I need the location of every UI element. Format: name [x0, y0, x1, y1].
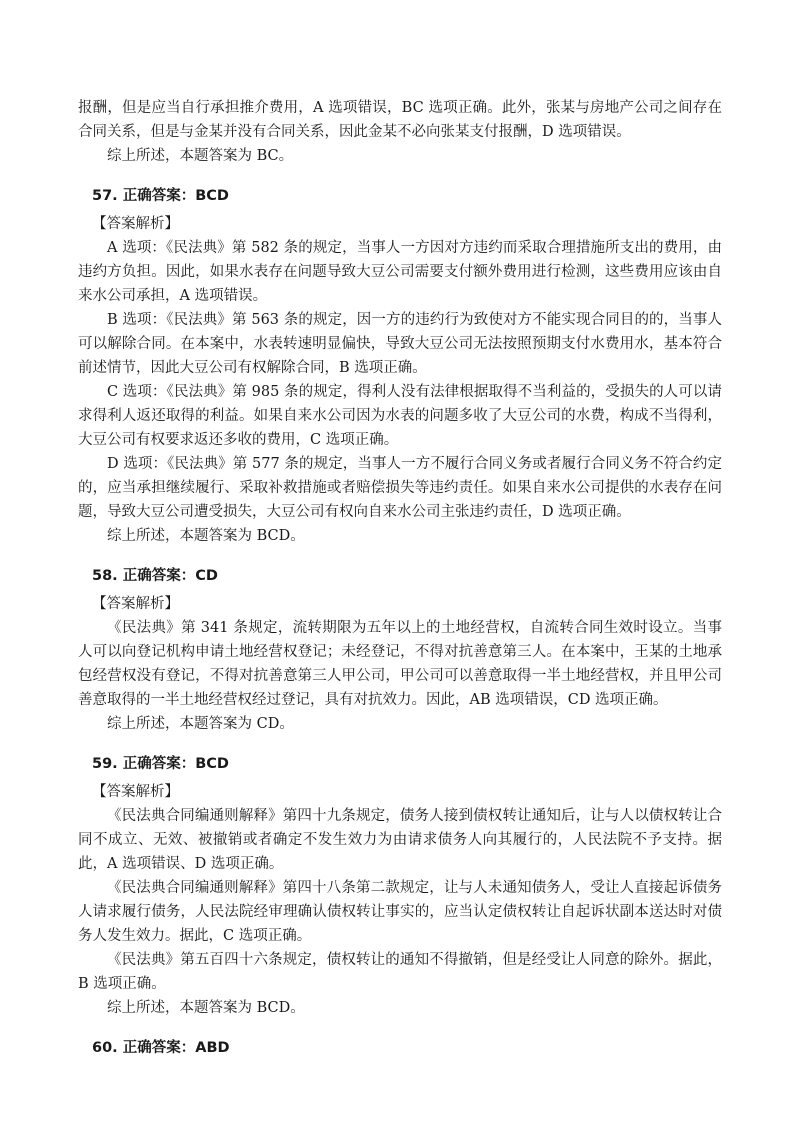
- paragraph: 《民法典合同编通则解释》第四十八条第二款规定，让与人未通知债务人，受让人直接起诉债务人请求履行债务，人民法院经审理确认债权转让事实的，应当认定债权转让自起诉状副本送达时对债务人发生效力。据此，C 选项正确。: [78, 880, 722, 944]
- paragraph: 综上所述，本题答案为 BCD。: [107, 528, 305, 544]
- paragraph: C 选项：《民法典》第 985 条的规定，得利人没有法律根据取得不当利益的，受损失的人可以请求得利人返还取得的利益。如果自来水公司因为水表的问题多收了大豆公司的水费，构成不当得利，大豆公司有权要求返还多收的费用，C 选项正确。: [78, 384, 722, 448]
- paragraph: 《民法典》第 341 条规定，流转期限为五年以上的土地经营权，自流转合同生效时设立。当事人可以向登记机构申请土地经营权登记；未经登记，不得对抗善意第三人。在本案中，王某的土地承包经营权没有登记，不得对抗善意第三人甲公司，甲公司可以善意取得一半土地经营权，并且甲公司善意取得的一半土地经营权经过登记，具有对抗效力。因此，AB 选项错误，CD 选项正确。: [78, 620, 722, 708]
- analysis-label: 【答案解析】: [92, 216, 179, 232]
- answer-heading: 57. 正确答案：BCD: [92, 188, 229, 204]
- analysis-label: 【答案解析】: [92, 596, 179, 612]
- paragraph: 综上所述，本题答案为 CD。: [107, 716, 294, 732]
- paragraph: A 选项：《民法典》第 582 条的规定，当事人一方因对方违约而采取合理措施所支出的费用，由违约方负担。因此，如果水表存在问题导致大豆公司需要支付额外费用进行检测，这些费用应该由自来水公司承担，A 选项错误。: [78, 240, 722, 304]
- answer-heading: 60. 正确答案：ABD: [92, 1040, 230, 1056]
- answer-heading: 59. 正确答案：BCD: [92, 756, 229, 772]
- paragraph: 综上所述，本题答案为 BC。: [107, 148, 294, 164]
- paragraph: 《民法典合同编通则解释》第四十九条规定，债务人接到债权转让通知后，让与人以债权转让合同不成立、无效、被撤销或者确定不发生效力为由请求债务人向其履行的，人民法院不予支持。据此，A 选项错误、D 选项正确。: [78, 808, 722, 872]
- paragraph: D 选项：《民法典》第 577 条的规定，当事人一方不履行合同义务或者履行合同义务不符合约定的，应当承担继续履行、采取补救措施或者赔偿损失等违约责任。如果自来水公司提供的水表存在问题，导致大豆公司遭受损失，大豆公司有权向自来水公司主张违约责任，D 选项正确。: [78, 456, 722, 520]
- paragraph: B 选项：《民法典》第 563 条的规定，因一方的违约行为致使对方不能实现合同目的的，当事人可以解除合同。在本案中，水表转速明显偏快，导致大豆公司无法按照预期支付水费用水，基本符合前述情节，因此大豆公司有权解除合同，B 选项正确。: [78, 312, 722, 376]
- analysis-label: 【答案解析】: [92, 784, 179, 800]
- answer-heading: 58. 正确答案：CD: [92, 568, 218, 584]
- paragraph: 报酬，但是应当自行承担推介费用，A 选项错误，BC 选项正确。此外，张某与房地产公司之间存在合同关系，但是与金某并没有合同关系，因此金某不必向张某支付报酬，D 选项错误。: [78, 100, 722, 140]
- paragraph: 综上所述，本题答案为 BCD。: [107, 1000, 305, 1016]
- paragraph: 《民法典》第五百四十六条规定，债权转让的通知不得撤销，但是经受让人同意的除外。据此，B 选项正确。: [78, 952, 722, 992]
